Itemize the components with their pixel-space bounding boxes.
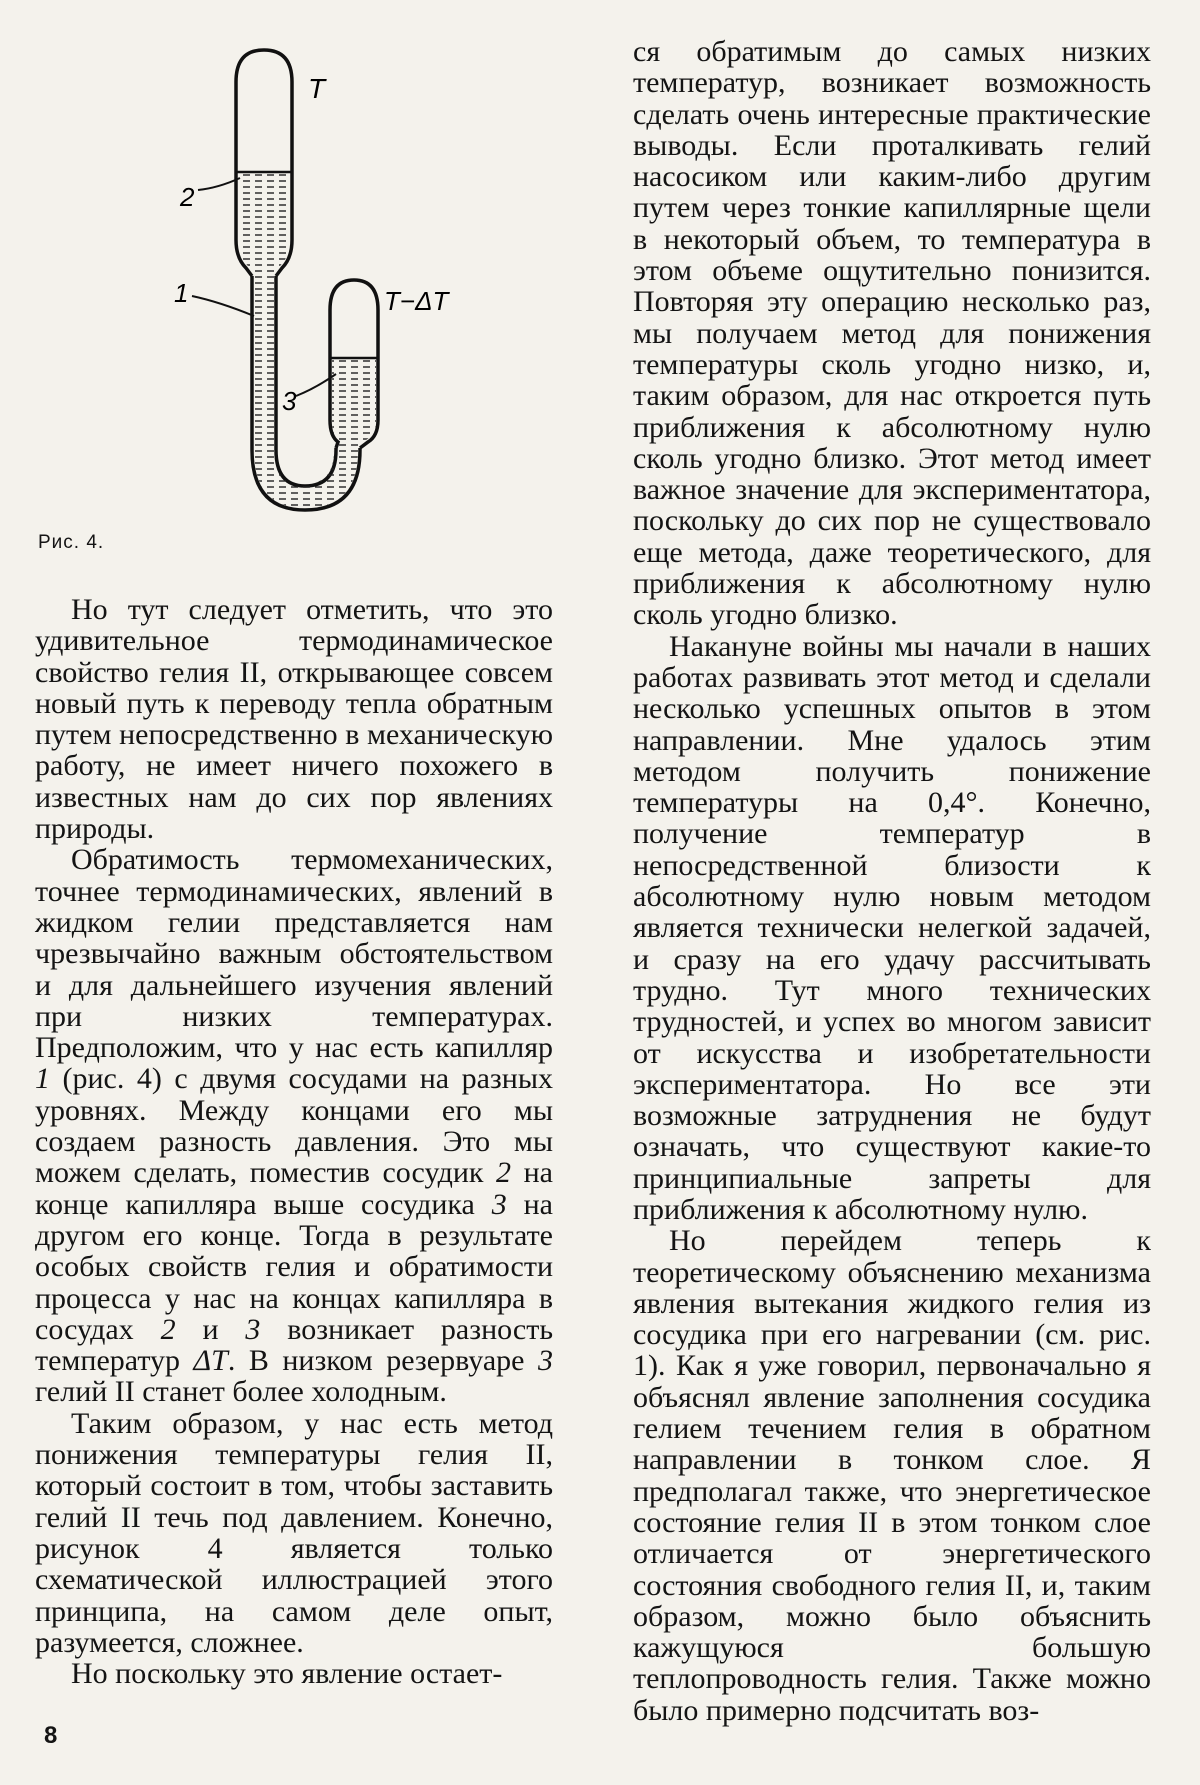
label-1: 1 [174,278,189,308]
page-number: 8 [44,1722,58,1749]
u-tube-diagram [170,40,530,560]
right-column [633,36,1151,1726]
vessel-2 [236,50,292,276]
left-column [35,594,553,1689]
figure-caption: Рис. 4. [38,532,105,553]
paragraph: Накануне войны мы начали в наших работах развивать этот метод и сделали несколько успешных опытов в этом направлении. Мне удалось этим методом получить понижение температуры на 0,4°. Конечно, получение температур в непосредственной близости к абсолютному нулю новым методом является технически нелегкой задачей, и сразу на его удачу рассчитывать трудно. Тут много технических трудностей, и успех во многом зависит от искусства и изобретательности экспериментатора. Но все эти возможные затруднения не будут означать, что существуют какие-то принципиальные запреты для приближения к абсолютному нулю. [633,629,1151,1226]
label-T-minus-dT: T−ΔT [384,286,449,316]
label-2: 2 [180,182,195,212]
label-3: 3 [282,386,297,416]
paragraph: ся обратимым до самых низких температур, возникает возможность сделать очень интересные практические выводы. Если проталкивать гелий насосиком или каким-либо другим путем через тонкие капиллярные щели в некоторый объем, то температура в этом объеме ощутительно понизится. Повторяя эту операцию несколько раз, мы получаем метод для понижения температуры сколь угодно низко, и, таким образом, для нас откроется путь приближения к абсолютному нулю сколь угодно близко. Этот метод имеет важное значение для экспериментатора, поскольку до сих пор не существовало еще метода, даже теоретического, для приближения к абсолютному нулю сколь угодно близко. [633,35,1151,632]
vessel-3 [330,280,378,448]
label-T: T [308,73,326,104]
paragraph: Таким образом, у нас есть метод понижения температуры гелия II, который состоит в том, чтобы заставить гелий II течь под давлением. Конечно, рисунок 4 является только схематической иллюстрацией этого принципа, на самом деле опыт, разумеется, сложнее. [35,1406,553,1659]
paragraph: Но тут следует отметить, что это удивительное термодинамическое свойство гелия II, открывающее совсем новый путь к переводу тепла обратным путем непосредственно в механическую работу, не имеет ничего похожего в известных нам до сих пор явлениях природы. [35,593,553,846]
paragraph: Обратимость термомеханических, точнее термодинамических, явлений в жидком гелии представляется нам чрезвычайно важным обстоятельством и для дальнейшего изучения явлений при низких температурах. Предположим, что у нас есть капилляр 1 (рис. 4) с двумя сосудами на разных уровнях. Между концами его мы создаем разность давления. Это мы можем сделать, поместив сосудик 2 на конце капилляра выше сосудика 3 на другом его конце. Тогда в результате особых свойств гелия и обратимости процесса у нас на концах капилляра в сосудах 2 и 3 возникает разность температур ΔT. В низком резервуаре 3 гелий II станет более холодным. [35,843,554,1409]
paragraph: Но перейдем теперь к теоретическому объяснению механизма явления вытекания жидкого гелия из сосудика при его нагревании (см. рис. 1). Как я уже говорил, первоначально я объяснял явление заполнения сосудика гелием течением гелия в обратном направлении в тонком слое. Я предполагал также, что энергетическое состояние гелия II в этом тонком слое отличается от энергетического состояния свободного гелия II, и, таким образом, можно было объяснить кажущуюся большую теплопроводность гелия. Также можно было примерно подсчитать воз- [633,1224,1151,1727]
paragraph: Но поскольку это явление остает- [71,1657,503,1691]
